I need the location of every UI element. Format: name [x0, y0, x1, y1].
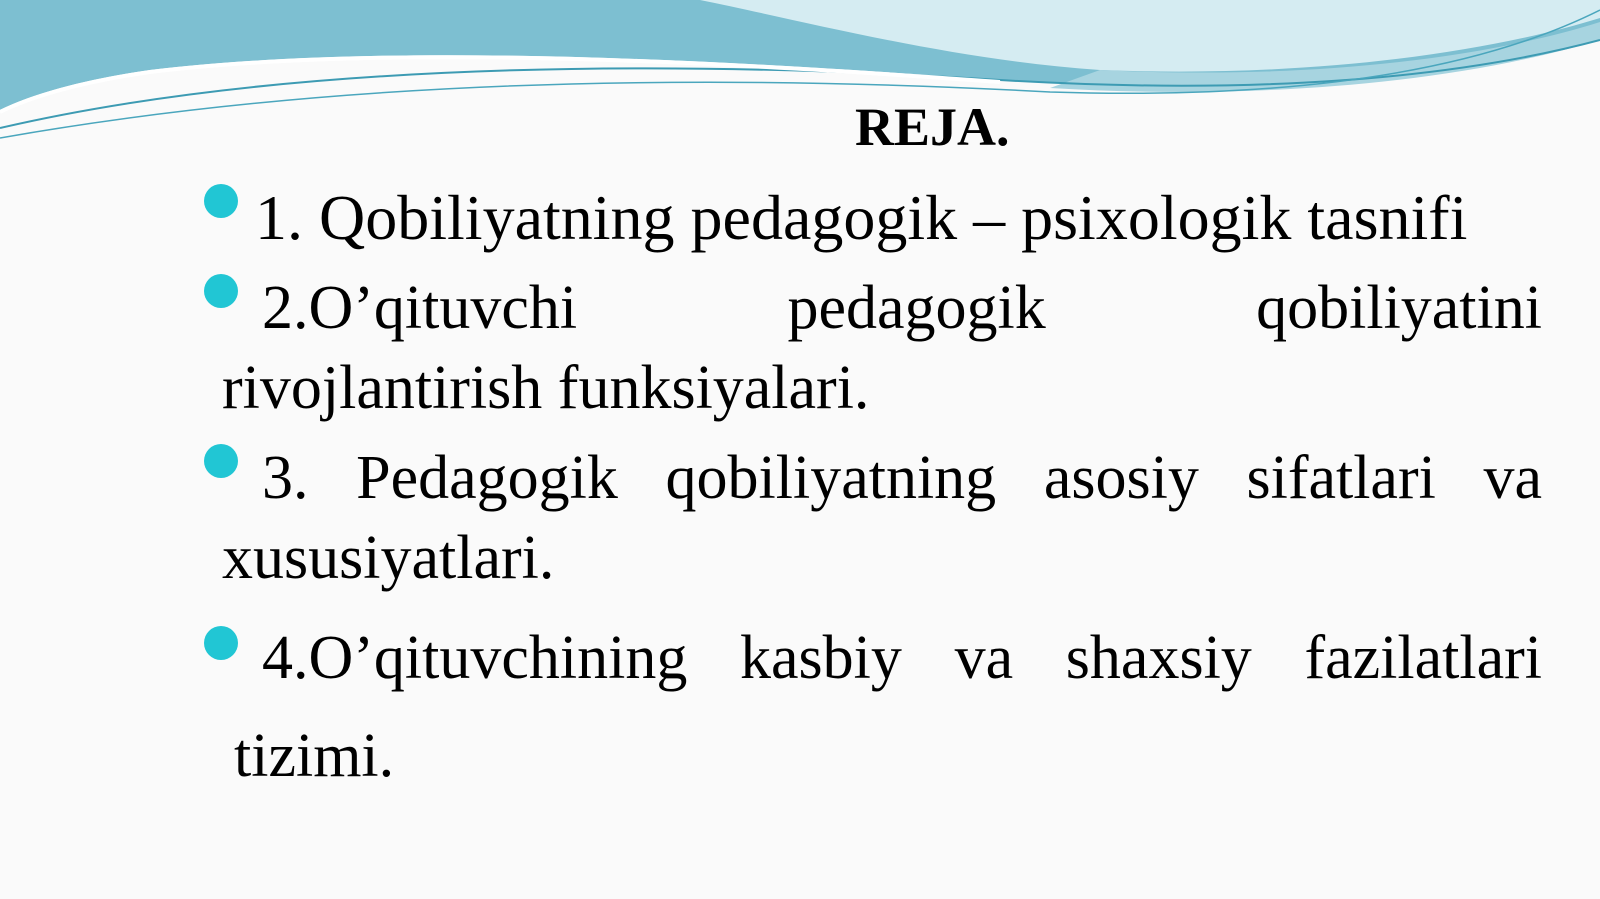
bullet-icon — [204, 184, 238, 218]
plan-item-2-line-2: rivojlantirish funksiyalari. — [222, 354, 870, 422]
bullet-icon — [204, 626, 238, 660]
plan-item-3 — [222, 438, 1542, 598]
plan-item-1 — [222, 178, 1542, 258]
plan-item-4 — [222, 618, 1542, 802]
plan-item-3-line-2: xususiyatlari. — [222, 524, 555, 592]
plan-item-2-line-1: 2.O’qituvchi pedagogik qobiliyatini — [262, 274, 1542, 342]
bullet-icon — [204, 444, 238, 478]
plan-item-4-line-1: 4.O’qituvchining kasbiy va shaxsiy fazilatlari — [262, 624, 1542, 692]
header-wave-decoration — [0, 0, 1600, 160]
plan-item-4-line-2: tizimi. — [234, 722, 395, 790]
plan-item-2 — [222, 268, 1542, 428]
plan-item-1-text: 1. Qobiliyatning pedagogik – psixologik tasnifi — [255, 182, 1468, 253]
slide-title: REJA. — [855, 97, 1010, 157]
bullet-icon — [204, 274, 238, 308]
plan-item-3-line-1: 3. Pedagogik qobiliyatning asosiy sifatlari va — [262, 444, 1542, 512]
